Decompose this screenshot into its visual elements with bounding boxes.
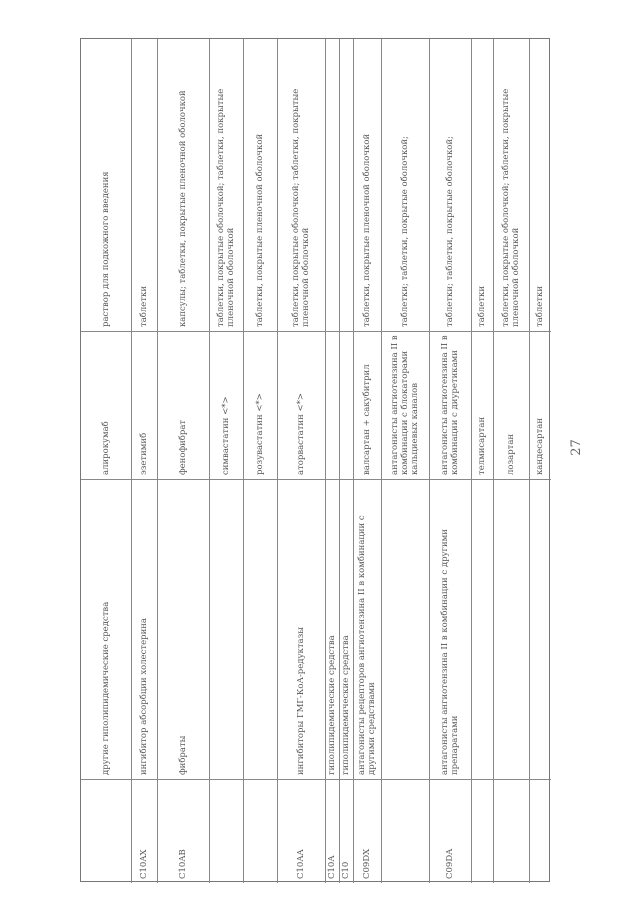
cell-form: [493, 39, 529, 331]
cell-name: [493, 331, 529, 479]
form-text: таблетки; таблетки, покрытые оболочкой;: [445, 136, 455, 327]
name-text: валсартан + сакубитрил: [362, 364, 372, 475]
cell-group: [131, 479, 157, 779]
cell-form: [429, 39, 471, 331]
form-text: таблетки, покрытые пленочной оболочкой: [362, 133, 372, 327]
cell-group: [381, 479, 429, 779]
name-text: антагонисты ангиотензина II в комбинации с диуретиками: [440, 335, 460, 475]
cell-name: [381, 331, 429, 479]
code-text: C10: [341, 861, 351, 879]
form-text: таблетки; таблетки, покрытые оболочкой;: [400, 136, 410, 327]
form-text: таблетки: [477, 286, 487, 327]
name-text: фенофибрат: [178, 419, 188, 475]
cell-form: [325, 39, 339, 331]
group-text: ингибиторы ГМГ-КоА-редуктазы: [296, 627, 306, 775]
cell-code: [209, 779, 243, 883]
cell-code: [493, 779, 529, 883]
cell-code: [325, 779, 339, 883]
form-text: капсулы; таблетки, покрытые пленочной оболочкой: [178, 90, 188, 327]
name-text: алирокумаб: [101, 421, 111, 475]
name-text: телмисартан: [477, 416, 487, 475]
cell-name: [243, 331, 277, 479]
cell-form: [157, 39, 209, 331]
form-text: таблетки, покрытые пленочной оболочкой: [255, 133, 265, 327]
form-text: раствор для подкожного введения: [101, 171, 111, 327]
code-text: C10AA: [296, 849, 306, 879]
form-text: таблетки, покрытые оболочкой; таблетки, покрытые пленочной оболочкой: [291, 88, 311, 327]
cell-name: [81, 331, 131, 479]
name-text: антагонисты ангиотензина II в комбинации с блокаторами кальциевых каналов: [390, 335, 420, 475]
form-text: таблетки, покрытые оболочкой; таблетки, покрытые пленочной оболочкой: [501, 88, 521, 327]
cell-code: [529, 779, 551, 883]
cell-name: [131, 331, 157, 479]
cell-form: [131, 39, 157, 331]
cell-form: [81, 39, 131, 331]
cell-group: [209, 479, 243, 779]
cell-code: [353, 779, 381, 883]
cell-group: [339, 479, 353, 779]
cell-name: [325, 331, 339, 479]
code-text: C09DX: [362, 848, 372, 879]
cell-group: [325, 479, 339, 779]
cell-name: [157, 331, 209, 479]
cell-code: [157, 779, 209, 883]
cell-group: [471, 479, 493, 779]
cell-form: [277, 39, 325, 331]
name-text: аторвастатин <*>: [296, 393, 306, 475]
cell-code: [429, 779, 471, 883]
cell-code: [339, 779, 353, 883]
cell-code: [277, 779, 325, 883]
cell-form: [529, 39, 551, 331]
cell-code: [81, 779, 131, 883]
cell-form: [243, 39, 277, 331]
cell-name: [339, 331, 353, 479]
cell-group: [81, 479, 131, 779]
cell-code: [243, 779, 277, 883]
form-text: таблетки: [139, 286, 149, 327]
cell-group: [243, 479, 277, 779]
form-text: таблетки, покрытые оболочкой; таблетки, покрытые пленочной оболочкой: [216, 88, 236, 327]
cell-group: [429, 479, 471, 779]
cell-group: [493, 479, 529, 779]
cell-name: [471, 331, 493, 479]
name-text: кандесартан: [535, 417, 545, 475]
name-text: симвастатин <*>: [221, 396, 231, 475]
cell-code: [131, 779, 157, 883]
cell-group: [529, 479, 551, 779]
cell-name: [429, 331, 471, 479]
cell-code: [471, 779, 493, 883]
cell-name: [353, 331, 381, 479]
cell-code: [381, 779, 429, 883]
cell-name: [277, 331, 325, 479]
group-text: ингибитор абсорбции холестерина: [139, 618, 149, 775]
group-text: другие гиполипидемические средства: [101, 601, 111, 775]
cell-name: [209, 331, 243, 479]
code-text: C10A: [327, 855, 337, 879]
cell-form: [381, 39, 429, 331]
cell-form: [339, 39, 353, 331]
group-text: гиполипидемические средства: [327, 635, 337, 775]
name-text: эзетимиб: [139, 432, 149, 475]
cell-form: [353, 39, 381, 331]
code-text: C09DA: [445, 848, 455, 879]
form-text: таблетки: [535, 286, 545, 327]
group-text: гиполипидемические средства: [341, 635, 351, 775]
name-text: лозартан: [506, 433, 516, 475]
cell-form: [471, 39, 493, 331]
cell-group: [157, 479, 209, 779]
cell-group: [353, 479, 381, 779]
cell-group: [277, 479, 325, 779]
group-text: антагонисты ангиотензина II в комбинации с другими препаратами: [440, 529, 460, 775]
drug-table: [80, 38, 550, 882]
code-text: C10AB: [178, 849, 188, 879]
group-text: антагонисты рецепторов ангиотензина II в комбинации с другими средствами: [357, 515, 377, 775]
page-number: 27: [568, 439, 584, 456]
code-text: C10AX: [139, 849, 149, 879]
cell-name: [529, 331, 551, 479]
cell-form: [209, 39, 243, 331]
name-text: розувастатин <*>: [255, 393, 265, 475]
group-text: фибраты: [178, 735, 188, 775]
